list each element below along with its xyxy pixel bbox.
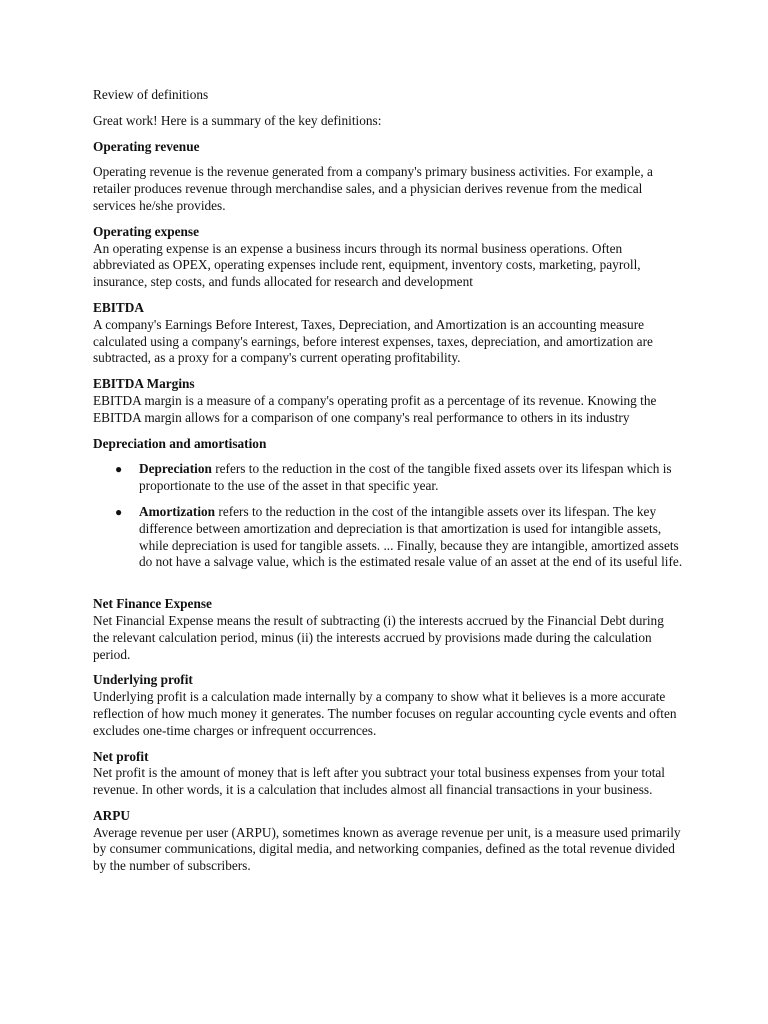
section-operating-expense xyxy=(93,224,683,291)
bullet-icon: ● xyxy=(115,462,123,477)
bullet-text: refers to the reduction in the cost of the intangible assets over its lifespan. The key difference between amortization and depreciation is that amortization is used for intangible assets, while depreciation is used for tangible assets. ... Finally, because they are intangible, amortized assets do not have a salvage value, which is the estimated resale value of an asset at the end of its useful life. xyxy=(139,503,683,570)
section-heading: EBITDA xyxy=(93,299,144,315)
section-body: Operating revenue is the revenue generated from a company's primary business activities. For example, a retailer produces revenue through merchandise sales, and a physician derives revenue from the medical services he/she provides. xyxy=(93,164,653,213)
section-heading: ARPU xyxy=(93,807,130,823)
section-body: Net Financial Expense means the result of subtracting (i) the interests accrued by the Financial Debt during the relevant calculation period, minus (ii) the interests accrued by provisions made during the calculation period. xyxy=(93,612,664,662)
section-operating-revenue xyxy=(93,139,683,215)
bullet-icon: ● xyxy=(115,504,123,519)
section-body: Average revenue per user (ARPU), sometimes known as average revenue per unit, is a measure used primarily by consumer communications, digital media, and networking companies, defined as the total revenue divided by the number of subscribers. xyxy=(93,824,681,874)
section-heading: Operating revenue xyxy=(93,138,200,154)
document-title: Review of definitions xyxy=(93,87,209,102)
section-body: EBITDA margin is a measure of a company's operating profit as a percentage of its revenue. Knowing the EBITDA margin allows for a comparison of one company's real performance to others in its industry xyxy=(93,392,657,425)
section-body: Net profit is the amount of money that is left after you subtract your total business expenses from your total revenue. In other words, it is a calculation that includes almost all financial transactions in your business. xyxy=(93,765,666,798)
spacer xyxy=(93,580,683,596)
section-ebitda-margins xyxy=(93,376,683,426)
section-heading: Net Finance Expense xyxy=(93,596,212,612)
section-underlying-profit xyxy=(93,672,683,739)
bullet-list xyxy=(93,461,683,571)
bullet-text: refers to the reduction in the cost of the tangible fixed assets over its lifespan which is proportionate to the use of the asset in that specific year. xyxy=(139,461,672,494)
section-body: Underlying profit is a calculation made internally by a company to show what it believes is a more accurate reflection of how much money it generates. The number focuses on regular accounting cycle events and often excludes one-time charges or infrequent occurrences. xyxy=(93,689,677,738)
list-item xyxy=(115,503,683,571)
section-net-finance-expense xyxy=(93,596,683,663)
section-heading: Depreciation and amortisation xyxy=(93,435,267,451)
section-arpu xyxy=(93,808,683,875)
section-heading: Underlying profit xyxy=(93,672,193,688)
list-item xyxy=(115,461,683,495)
bullet-term: Amortization xyxy=(139,503,216,519)
bullet-term: Depreciation xyxy=(139,461,212,477)
section-ebitda xyxy=(93,300,683,367)
section-heading: Operating expense xyxy=(93,223,199,239)
section-net-profit xyxy=(93,749,683,799)
section-depreciation-amortisation xyxy=(93,436,683,572)
section-heading: EBITDA Margins xyxy=(93,376,195,392)
section-body: A company's Earnings Before Interest, Taxes, Depreciation, and Amortization is an accounting measure calculated using a company's earnings, before interest expenses, taxes, depreciation, and amortization are subtracted, as a proxy for a company's current operating profitability. xyxy=(93,316,653,366)
section-body: An operating expense is an expense a business incurs through its normal business operations. Often abbreviated as OPEX, operating expenses include rent, equipment, inventory costs, marketing, payroll, insurance, step costs, and funds allocated for research and development xyxy=(93,240,641,290)
section-heading: Net profit xyxy=(93,748,149,764)
document-content xyxy=(93,87,683,884)
intro-text: Great work! Here is a summary of the key definitions: xyxy=(93,112,382,128)
